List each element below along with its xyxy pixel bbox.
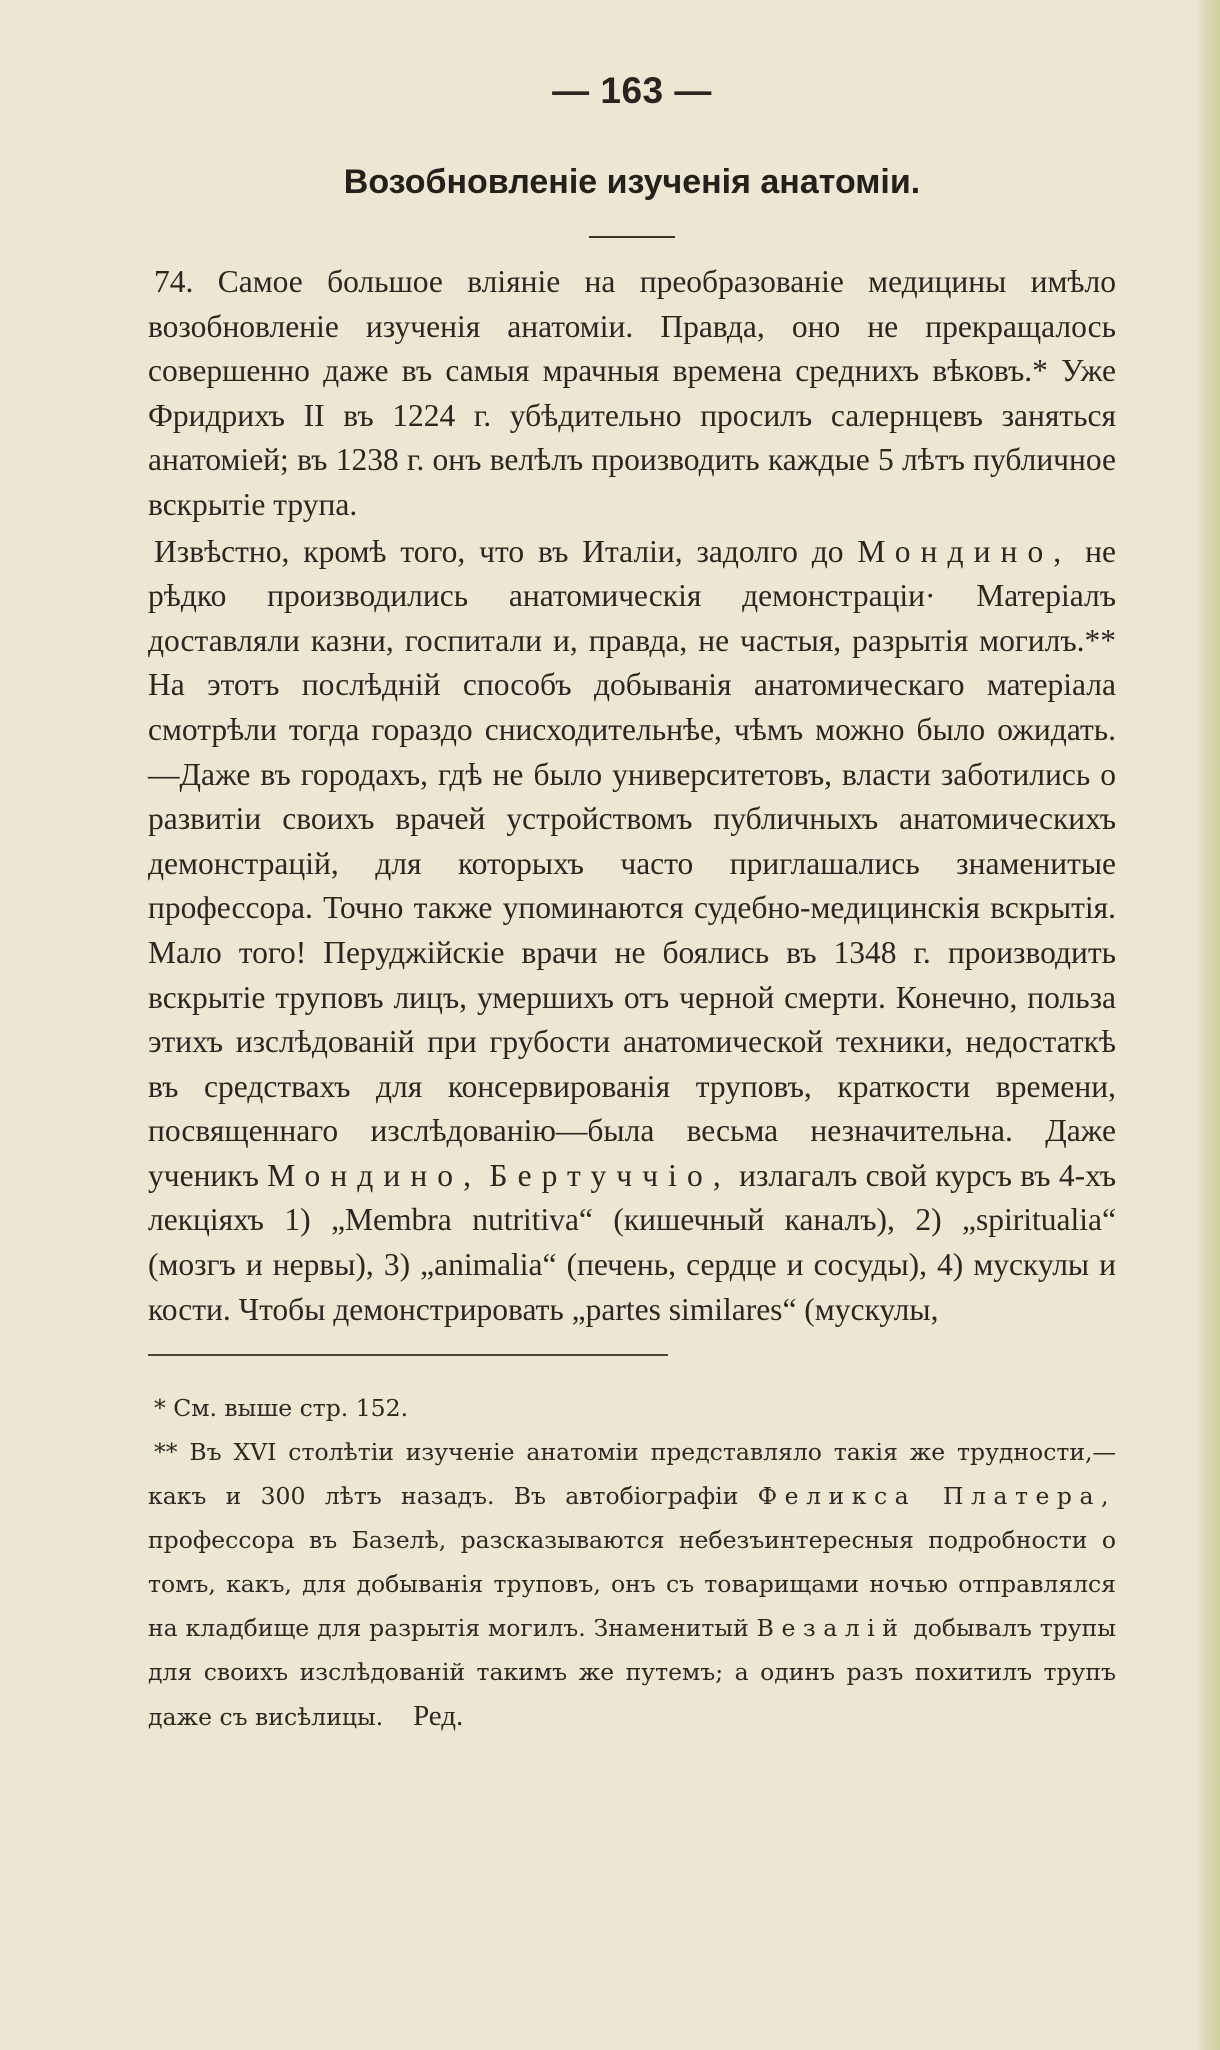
name-vesalius: Везалій (756, 1614, 906, 1643)
editor-signature: Ред. (413, 1700, 464, 1733)
footnote-2-part-b: профессора въ Базелѣ, разсказываются небезъинтересныя подробности о томъ, какъ, для добыванія труповъ, онъ съ товарищами ночью отправлялся на кладбище для разрытія могилъ. Знаменитый (148, 1526, 1116, 1643)
paragraph-2 (148, 530, 1116, 1333)
footnote-1-text: * См. выше стр. 152. (154, 1394, 409, 1423)
paragraph-2-part-a: Извѣстно, кромѣ того, что въ Италіи, задолго до (154, 533, 858, 569)
name-felix-platter: Феликса Платера, (757, 1482, 1116, 1511)
page-content (148, 66, 1116, 1739)
name-bertuccio: Бертуччіо, (489, 1157, 731, 1193)
footnote-2 (148, 1430, 1116, 1739)
page-edge-shadow (1198, 0, 1220, 2050)
name-mondino-1: Мондино, (857, 533, 1072, 569)
footnote-2-part-a: ** Въ XVI столѣтіи изученіе анатоміи представляло такія же трудности,—какъ и 300 лѣтъ назадъ. Въ автобіографіи (148, 1438, 1116, 1511)
paragraph-2-part-b: не рѣдко производились анатомическія демонстраціи· Матеріалъ доставляли казни, госпитали и, правда, не частыя, разрытія могилъ.** На этотъ послѣдній способъ добыванія анатомическаго матеріала смотрѣли тогда гораздо снисходительнѣе, чѣмъ можно было ожидать.—Даже въ городахъ, гдѣ не было университетовъ, власти заботились о развитіи своихъ врачей устройствомъ публичныхъ анатомическихъ демонстрацій, для которыхъ часто приглашались знаменитые профессора. Точно также упоминаются судебно-медицинскія вскрытія. Мало того! Перуджійскіе врачи не боялись въ 1348 г. производить вскрытіе труповъ лицъ, умершихъ отъ черной смерти. Конечно, польза этихъ изслѣдованій при грубости анатомической техники, недостаткѣ въ средствахъ для консервированія труповъ, краткости времени, посвященнаго изслѣдованію—была весьма незначительна. Даже ученикъ (148, 533, 1116, 1193)
footnote-2-part-c: добывалъ трупы для своихъ изслѣдованій такимъ же путемъ; а одинъ разъ похитилъ трупъ даже съ висѣлицы. (148, 1614, 1116, 1732)
name-mondino-2: Мондино, (267, 1157, 482, 1193)
title-divider (589, 236, 675, 238)
footnote-divider (148, 1354, 668, 1356)
paragraph-74-text: 74. Самое большое вліяніе на преобразованіе медицины имѣло возобновленіе изученія анатоміи. Правда, оно не прекращалось совершенно даже въ самыя мрачныя времена среднихъ вѣковъ.* Уже Фридрихъ II въ 1224 г. убѣдительно просилъ салернцевъ заняться анатоміей; въ 1238 г. онъ велѣлъ производить каждые 5 лѣтъ публичное вскрытіе трупа. (148, 264, 1116, 522)
paragraph-2-part-c: излагалъ свой курсъ въ 4-хъ лекціяхъ 1) „Membra nutritiva“ (кишечный каналъ), 2) „spiritualia“ (мозгъ и нервы), 3) „animalia“ (печень, сердце и сосуды), 4) мускулы и кости. Чтобы демонстрировать „partes similares“ (мускулы, (148, 1157, 1116, 1327)
paragraph-74 (148, 260, 1116, 528)
footnote-1 (148, 1386, 1116, 1430)
page-number: — 163 — (552, 70, 712, 111)
section-title: Возобновленіе изученія анатоміи. (343, 163, 921, 201)
